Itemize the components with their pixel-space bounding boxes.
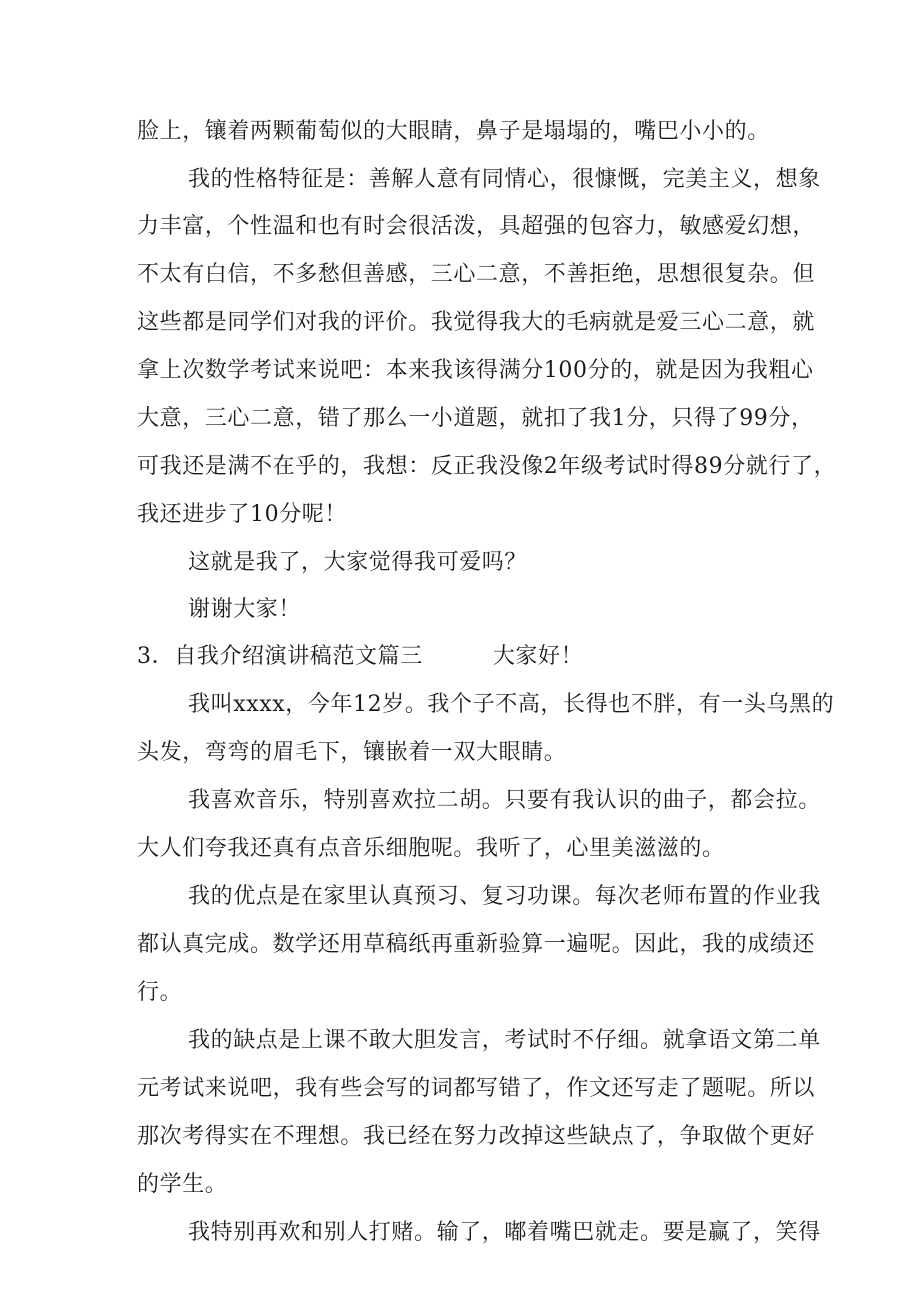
text-line: 拿上次数学考试来说吧：本来我该得满分100分的，就是因为我粗心 bbox=[137, 358, 814, 383]
heading-number: 3． bbox=[137, 644, 175, 669]
paragraph-start-line: 我特别再欢和别人打赌。输了，嘟着嘴巴就走。要是赢了，笑得 bbox=[188, 1220, 821, 1245]
text-line: 都认真完成。数学还用草稿纸再重新验算一遍呢。因此，我的成绩还 bbox=[137, 932, 816, 957]
text-line: 我还进步了10分呢！ bbox=[137, 502, 347, 527]
section-heading bbox=[137, 642, 797, 672]
heading-greeting: 大家好！ bbox=[492, 644, 584, 669]
text-line: 的学生。 bbox=[137, 1172, 228, 1197]
heading-title: 自我介绍演讲稿范文篇三 bbox=[174, 644, 423, 669]
paragraph-start-line: 我的优点是在家里认真预习、复习功课。每次老师布置的作业我 bbox=[188, 884, 821, 909]
text-line: 行。 bbox=[137, 980, 183, 1005]
text-line: 大人们夸我还真有点音乐细胞呢。我听了，心里美滋滋的。 bbox=[137, 836, 725, 861]
text-line: 不太有白信，不多愁但善感，三心二意，不善拒绝，思想很复杂。但 bbox=[137, 262, 816, 287]
text-line: 力丰富，个性温和也有时会很活泼，具超强的包容力，敏感爱幻想， bbox=[137, 214, 816, 239]
text-line: 元考试来说吧，我有些会写的词都写错了，作文还写走了题呢。所以 bbox=[137, 1076, 816, 1101]
text-line: 头发，弯弯的眉毛下，镶嵌着一双大眼睛。 bbox=[137, 740, 567, 765]
text-line: 可我还是满不在乎的，我想：反正我没像2年级考试时得89分就行了， bbox=[137, 454, 837, 479]
paragraph-start-line: 我叫xxxx，今年12岁。我个子不高，长得也不胖，有一头乌黑的 bbox=[188, 692, 835, 717]
paragraph-start-line: 谢谢大家！ bbox=[188, 597, 302, 622]
paragraph-start-line: 我的缺点是上课不敢大胆发言，考试时不仔细。就拿语文第二单 bbox=[188, 1028, 821, 1053]
text-line: 这些都是同学们对我的评价。我觉得我大的毛病就是爱三心二意，就 bbox=[137, 310, 816, 335]
text-line: 大意，三心二意，错了那么一小道题，就扣了我1分，只得了99分， bbox=[137, 406, 814, 431]
text-line: 脸上，镶着两颗葡萄似的大眼睛，鼻子是塌塌的，嘴巴小小的。 bbox=[137, 119, 770, 144]
paragraph-start-line: 这就是我了，大家觉得我可爱吗？ bbox=[188, 550, 528, 575]
paragraph-start-line: 我的性格特征是：善解人意有同情心，很慷慨，完美主义，想象 bbox=[188, 167, 821, 192]
paragraph-start-line: 我喜欢音乐，特别喜欢拉二胡。只要有我认识的曲子，都会拉。 bbox=[188, 788, 821, 813]
text-line: 那次考得实在不理想。我已经在努力改掉这些缺点了，争取做个更好 bbox=[137, 1124, 816, 1149]
